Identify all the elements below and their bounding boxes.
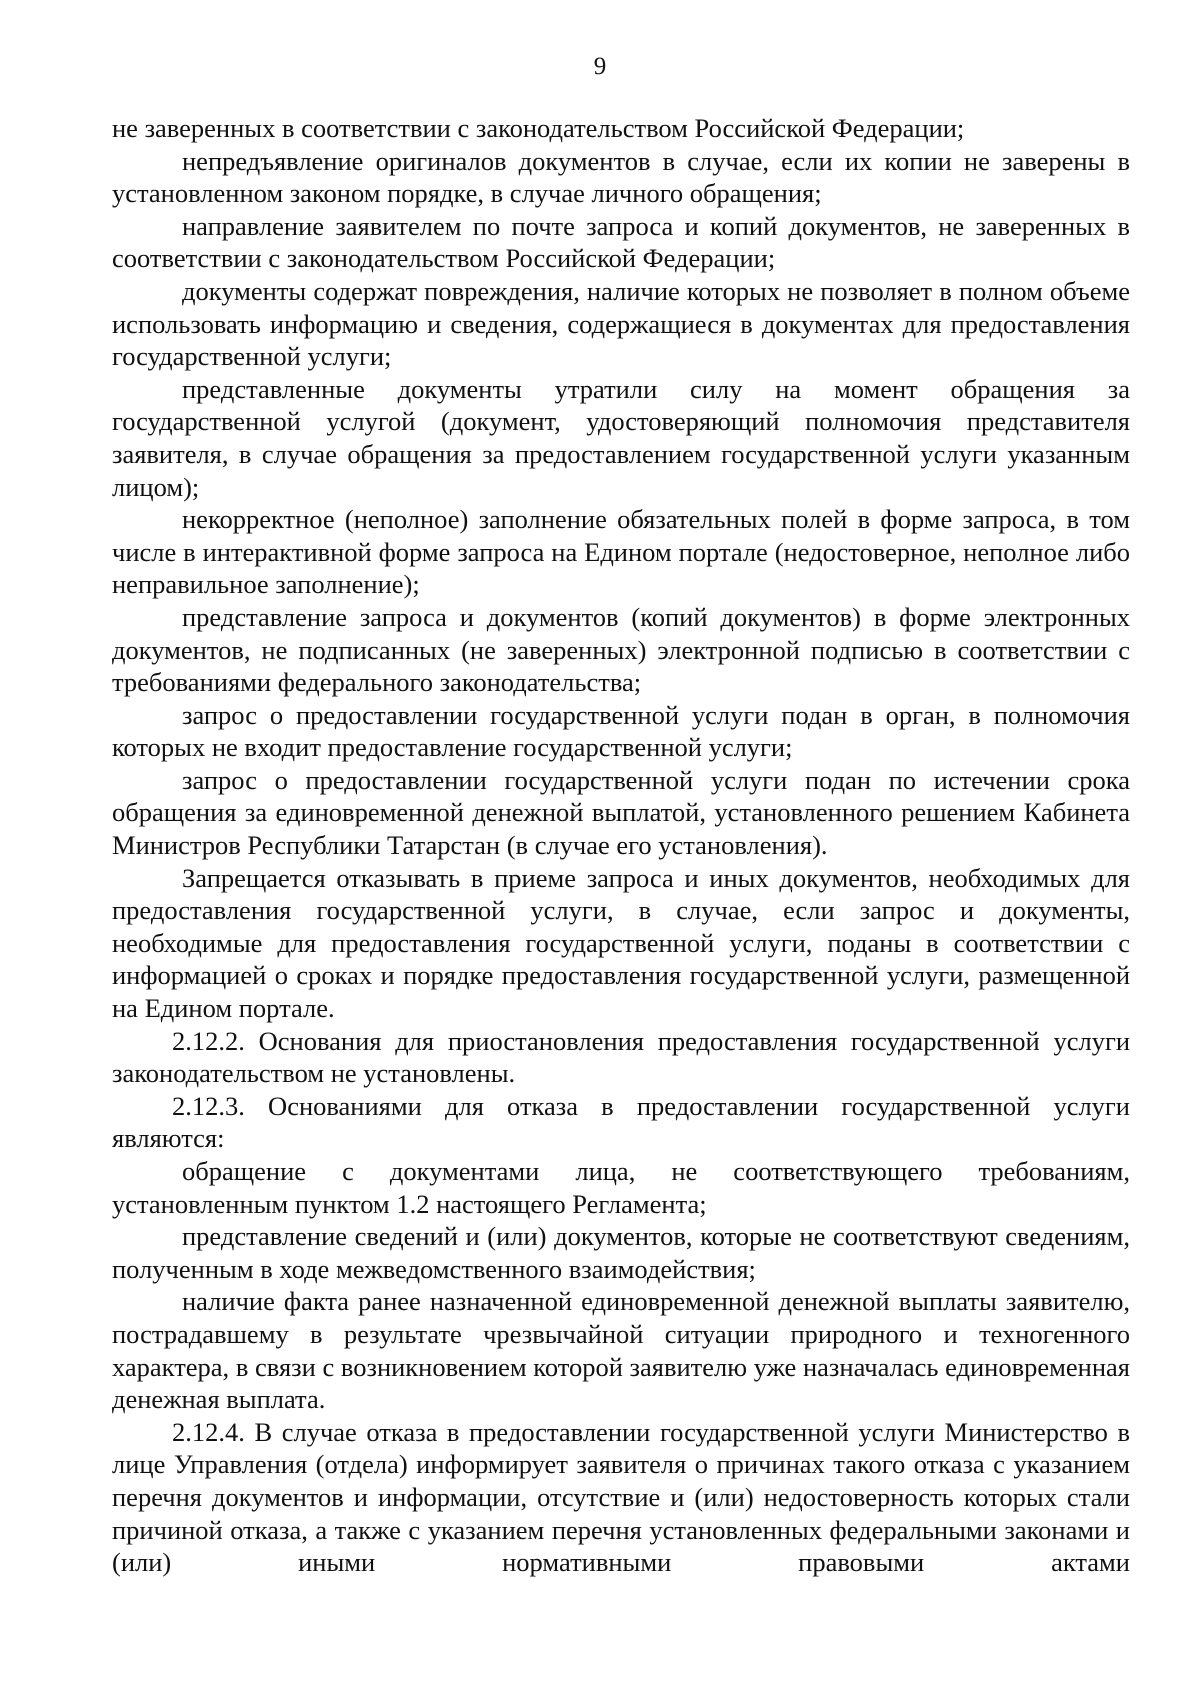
paragraph-inconsistent-information: представление сведений и (или) документов, которые не соответствуют сведениям, полученным в ходе межведомственного взаимодействия; [112,1221,1130,1284]
paragraph-mail-uncertified-copies: направление заявителем по почте запроса и копий документов, не заверенных в соответствии с законодательством Российской Федерации; [112,210,1130,274]
paragraph-deadline-expired: запрос о предоставлении государственной услуги подан по истечении срока обращения за единовременной денежной выплатой, установленного решением Кабинета Министров Республики Татарстан (в случае его установления). [112,764,1130,861]
document-body [112,112,1130,1579]
paragraph-wrong-authority: запрос о предоставлении государственной услуги подан в орган, в полномочия которых не входит предоставление государственной услуги; [112,699,1130,763]
paragraph-refusal-prohibited: Запрещается отказывать в приеме запроса и иных документов, необходимых для предоставления государственной услуги, в случае, если запрос и документы, необходимые для предоставления государственной услуги, поданы в соответствии с информацией о сроках и порядке предоставления государственной услуги, размещенной на Едином портале. [112,862,1130,1024]
paragraph-damaged-documents: документы содержат повреждения, наличие которых не позволяет в полном объеме использовать информацию и сведения, содержащиеся в документах для предоставления государственной услуги; [112,275,1130,372]
paragraph-originals-not-presented: непредъявление оригиналов документов в случае, если их копии не заверены в установленном законом порядке, в случае личного обращения; [112,145,1130,209]
paragraph-continuation: не заверенных в соответствии с законодательством Российской Федерации; [112,113,965,143]
section-2-12-4: 2.12.4. В случае отказа в предоставлении государственной услуги Министерство в лице Управления (отдела) информирует заявителя о причинах такого отказа с указанием перечня документов и информации, отсутствие и (или) недостоверность которых стали причиной отказа, а также с указанием перечня установленных федеральными законами и (или) иными нормативными правовыми актами [112,1416,1130,1578]
paragraph-incorrect-form-fields: некорректное (неполное) заполнение обязательных полей в форме запроса, в том числе в интерактивной форме запроса на Едином портале (недостоверное, неполное либо неправильное заполнение); [112,504,1130,600]
paragraph-expired-documents: представленные документы утратили силу на момент обращения за государственной услугой (документ, удостоверяющий полномочия представителя заявителя, в случае обращения за предоставлением государственной услуги указанным лицом); [112,373,1130,502]
section-2-12-3: 2.12.3. Основаниями для отказа в предоставлении государственной услуги являются: [112,1090,1130,1154]
paragraph-payment-already-assigned: наличие факта ранее назначенной единовременной денежной выплаты заявителю, пострадавшему в результате чрезвычайной ситуации природного и техногенного характера, в связи с возникновением которой заявителю уже назначалась единовременная денежная выплата. [112,1286,1130,1415]
section-2-12-2: 2.12.2. Основания для приостановления предоставления государственной услуги законодательством не установлены. [112,1025,1130,1089]
paragraph-unsigned-electronic-documents: представление запроса и документов (копий документов) в форме электронных документов, не подписанных (не заверенных) электронной подписью в соответствии с требованиями федерального законодательства; [112,601,1130,698]
paragraph-applicant-not-eligible: обращение с документами лица, не соответствующего требованиям, установленным пунктом 1.2 настоящего Регламента; [112,1156,1130,1219]
page-number: 9 [593,53,607,80]
